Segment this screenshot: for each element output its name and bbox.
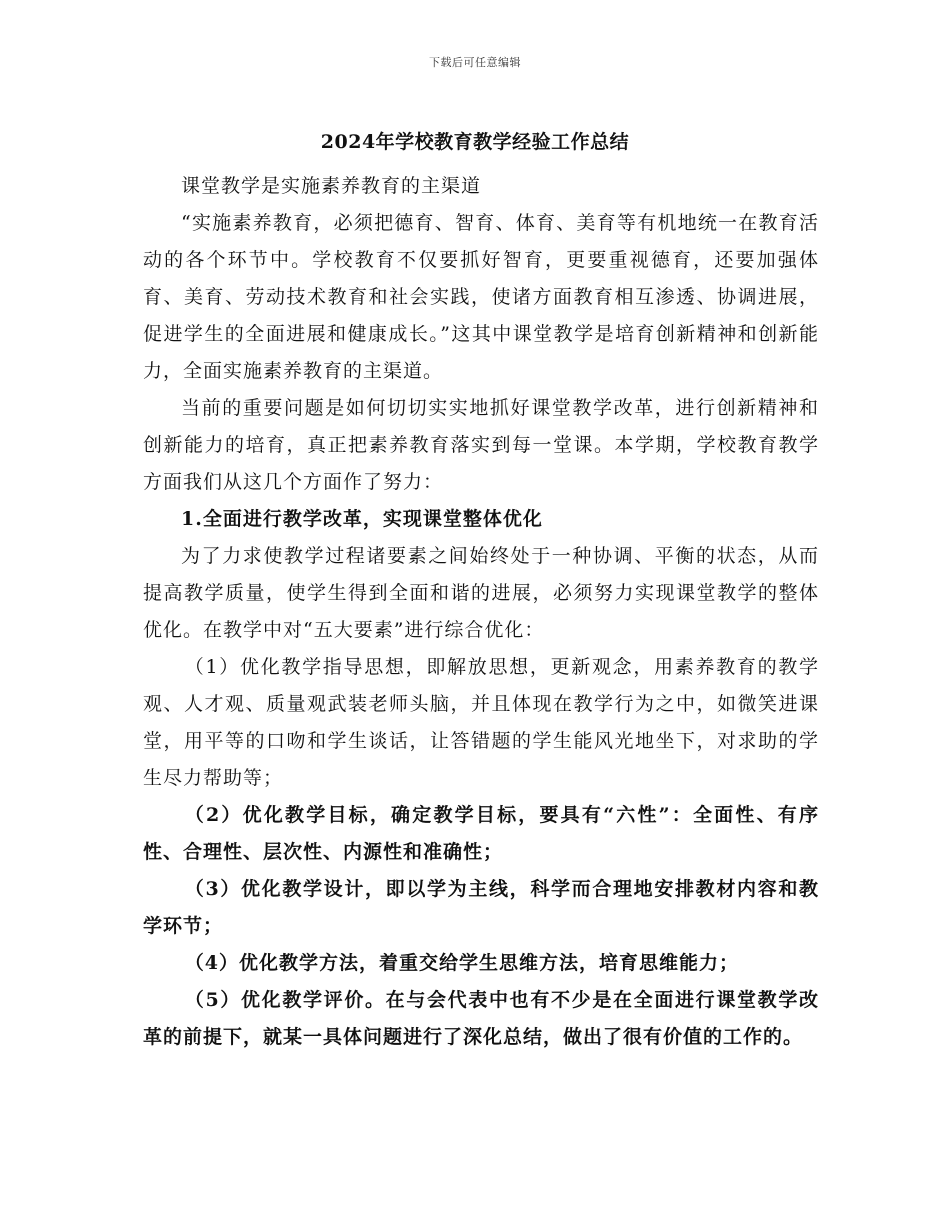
paragraph-quote: “实施素养教育，必须把德育、智育、体育、美育等有机地统一在教育活动的各个环节中。学校教育不仅要抓好智育，更要重视德育，还要加强体育、美育、劳动技术教育和社会实践，使诸方面教育相互渗透、协调进展，促进学生的全面进展和健康成长。”这其中课堂教学是培育创新精神和创新能力，全面实施素养教育的主渠道。 [143,212,819,382]
paragraph-optimization: 为了力求使教学过程诸要素之间始终处于一种协调、平衡的状态，从而提高教学质量，使学生得到全面和谐的进展，必须努力实现课堂教学的整体优化。在教学中对“五大要素”进行综合优化： [143,545,819,641]
paragraph-intro-heading: 课堂教学是实施素养教育的主渠道 [181,175,482,197]
page-header-note: 下载后可任意编辑 [429,56,521,69]
list-item-3: （3）优化教学设计，即以学为主线，科学而合理地安排教材内容和教学环节； [143,878,819,937]
list-item-1: （1）优化教学指导思想，即解放思想，更新观念，用素养教育的教学观、人才观、质量观武装老师头脑，并且体现在教学行为之中，如微笑进课堂，用平等的口吻和学生谈话，让答错题的学生能风光地坐下，对求助的学生尽力帮助等； [143,656,819,789]
document-body [143,168,819,1056]
section-heading-1: 1.全面进行教学改革，实现课堂整体优化 [181,508,543,530]
paragraph-current-issue: 当前的重要问题是如何切切实实地抓好课堂教学改革，进行创新精神和创新能力的培育，真正把素养教育落实到每一堂课。本学期，学校教育教学方面我们从这几个方面作了努力： [143,397,819,493]
list-item-5: （5）优化教学评价。在与会代表中也有不少是在全面进行课堂教学改革的前提下，就某一具体问题进行了深化总结，做出了很有价值的工作的。 [143,989,819,1048]
list-item-4: （4）优化教学方法，着重交给学生思维方法，培育思维能力； [184,952,740,974]
document-title: 2024年学校教育教学经验工作总结 [320,131,630,153]
list-item-2: （2）优化教学目标，确定教学目标，要具有“六性”：全面性、有序性、合理性、层次性、内源性和准确性； [143,804,819,863]
